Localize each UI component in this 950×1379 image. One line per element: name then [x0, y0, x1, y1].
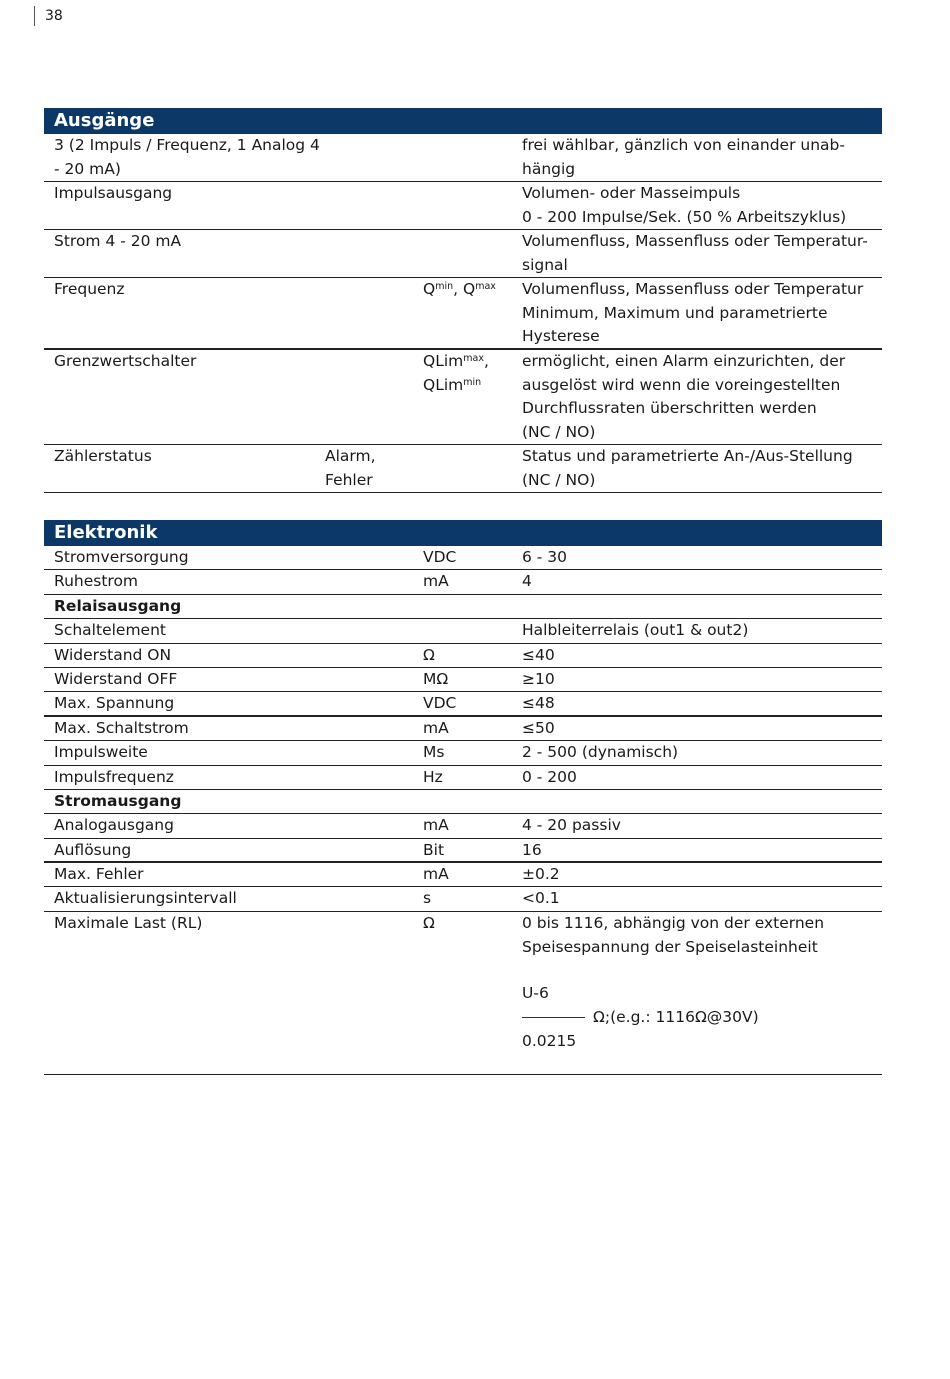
page-number: 38: [34, 6, 63, 26]
row-unit: Bit: [423, 840, 445, 859]
row-value: 4: [522, 572, 532, 591]
row-value: 0 - 200: [522, 767, 577, 786]
row-value: 0 bis 1116, abhängig von der externen Speisespannung der Speiselasteinheit U-6 Ω;(e.g.: 1116Ω@30V) 0.0215: [522, 912, 877, 1054]
table-row: [44, 182, 882, 230]
row-unit: s: [423, 889, 432, 908]
row-label: Aktualisierungsintervall: [54, 889, 237, 908]
row-label: Ruhestrom: [54, 572, 139, 591]
row-value: frei wählbar, gänzlich von einander unab- hängig: [522, 136, 845, 178]
row-value: <0.1: [522, 889, 560, 908]
row-middle: Alarm, Fehler: [325, 447, 376, 489]
row-unit: QLim$^{max}$, QLim$^{min}$: [423, 352, 489, 394]
row-unit: VDC: [423, 548, 457, 566]
table-row: [44, 445, 882, 493]
row-value: Halbleiterrelais (out1 & out2): [522, 621, 749, 640]
row-unit: mA: [423, 865, 449, 884]
row-value: ±0.2: [522, 865, 560, 884]
row-value: Status und parametrierte An-/Aus-Stellung (NC / NO): [522, 447, 853, 489]
row-label: Grenzwertschalter: [54, 352, 197, 370]
outputs-table: [44, 108, 882, 493]
row-value: Volumenfluss, Massenfluss oder Temperatur Minimum, Maximum und parametrierte Hysterese: [522, 280, 864, 346]
row-unit: $Q^{min}$, $Q^{max}$: [423, 280, 496, 298]
row-label: Impulsausgang: [54, 184, 173, 202]
table-row: [44, 668, 882, 692]
formula: Ω;(e.g.: 1116Ω@30V): [522, 1006, 877, 1030]
row-unit: Ω: [423, 645, 435, 664]
table-row: [44, 350, 882, 445]
row-unit: mA: [423, 816, 449, 835]
row-label: Max. Schaltstrom: [54, 718, 189, 737]
table-row: [44, 863, 882, 887]
row-unit: VDC: [423, 694, 457, 713]
table-row: [44, 839, 882, 863]
table-row: [44, 546, 882, 570]
row-value: 2 - 500 (dynamisch): [522, 743, 679, 762]
row-label: Strom 4 - 20 mA: [54, 232, 182, 250]
row-label: Impulsweite: [54, 743, 148, 762]
row-label: Widerstand OFF: [54, 669, 178, 688]
row-unit: mA: [423, 718, 449, 737]
row-label: Schaltelement: [54, 621, 166, 640]
row-label: Impulsfrequenz: [54, 767, 174, 786]
row-label: Stromversorgung: [54, 548, 189, 566]
table-row: [44, 717, 882, 741]
row-unit: Ω: [423, 913, 435, 932]
row-value: Volumenfluss, Massenfluss oder Temperatur- signal: [522, 232, 868, 274]
section-label: Relaisausgang: [54, 596, 182, 615]
row-value: ≥10: [522, 669, 555, 688]
electronics-table: [44, 520, 882, 1075]
electronics-header: Elektronik: [44, 520, 882, 546]
row-unit: mA: [423, 572, 449, 591]
table-row: [44, 619, 882, 643]
table-row: [44, 814, 882, 838]
table-row: [44, 766, 882, 790]
row-label: Frequenz: [54, 280, 125, 298]
row-label: Maximale Last (RL): [54, 913, 203, 932]
formula-denominator: 0.0215: [522, 1031, 577, 1050]
table-row: [44, 278, 882, 350]
row-value: ≤48: [522, 694, 555, 713]
table-row: [44, 887, 882, 911]
table-row: [44, 741, 882, 765]
row-unit: MΩ: [423, 669, 449, 688]
table-row: [44, 692, 882, 716]
section-label: Stromausgang: [54, 791, 182, 810]
row-unit: Ms: [423, 743, 445, 762]
table-row: [44, 595, 882, 619]
row-value: ≤50: [522, 718, 555, 737]
table-row: [44, 790, 882, 814]
row-value: Volumen- oder Masseimpuls 0 - 200 Impulse/Sek. (50 % Arbeitszyklus): [522, 184, 847, 226]
row-value: 6 - 30: [522, 548, 568, 566]
table-row: [44, 134, 882, 182]
table-row: [44, 644, 882, 668]
row-value: 16: [522, 840, 542, 859]
row-label: Zählerstatus: [54, 447, 152, 465]
row-label: 3 (2 Impuls / Frequenz, 1 Analog 4 - 20 mA): [54, 136, 320, 178]
row-value: ≤40: [522, 645, 555, 664]
table-row: [44, 230, 882, 278]
row-value: 4 - 20 passiv: [522, 816, 621, 835]
row-unit: Hz: [423, 767, 443, 786]
table-row: [44, 570, 882, 594]
formula-numerator: U-6: [522, 984, 549, 1003]
fraction-bar: [522, 1017, 585, 1018]
row-label: Analogausgang: [54, 816, 174, 835]
row-value: ermöglicht, einen Alarm einzurichten, der ausgelöst wird wenn die voreingestellten Durchflussraten überschritten werden (NC / NO): [522, 352, 846, 442]
row-label: Widerstand ON: [54, 645, 172, 664]
row-label: Max. Spannung: [54, 694, 175, 713]
row-label: Auflösung: [54, 840, 132, 859]
outputs-header: Ausgänge: [44, 108, 882, 134]
row-label: Max. Fehler: [54, 865, 144, 884]
table-row: [44, 912, 882, 1075]
